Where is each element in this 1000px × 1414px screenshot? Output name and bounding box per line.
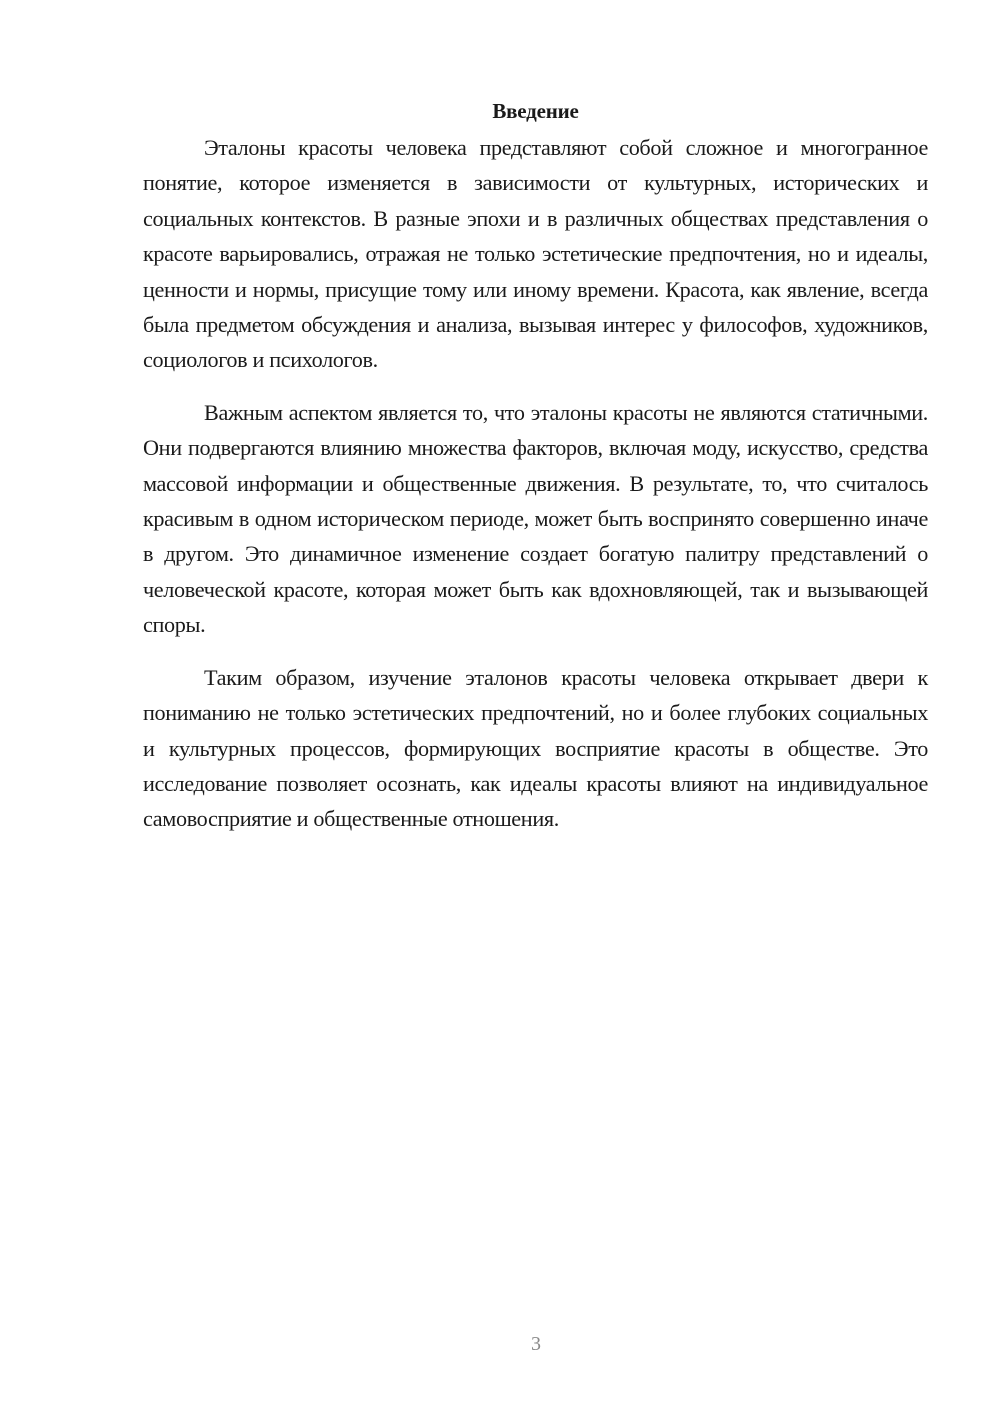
paragraph-2: Важным аспектом является то, что эталоны красоты не являются статичными. Они подвергаются влиянию множества факторов, включая моду, искусство, средства массовой информации и общественные движения. В результате, то, что считалось красивым в одном историческом периоде, может быть воспринято совершенно иначе в другом. Это динамичное изменение создает богатую палитру представлений о человеческой красоте, которая может быть как вдохновляющей, так и вызывающей споры. [143, 399, 928, 638]
paragraph-1: Эталоны красоты человека представляют собой сложное и многогранное понятие, которое изменяется в зависимости от культурных, исторических и социальных контекстов. В разные эпохи и в различных обществах представления о красоте варьировались, отражая не только эстетические предпочтения, но и идеалы, ценности и нормы, присущие тому или иному времени. Красота, как явление, всегда была предметом обсуждения и анализа, вызывая интерес у философов, художников, социологов и психологов. [143, 135, 928, 373]
section-title: Введение [492, 99, 579, 123]
paragraph-3: Таким образом, изучение эталонов красоты человека открывает двери к пониманию не только эстетических предпочтений, но и более глубоких социальных и культурных процессов, формирующих восприятие красоты в обществе. Это исследование позволяет осознать, как идеалы красоты влияют на индивидуальное самовосприятие и общественные отношения. [143, 664, 928, 832]
page-number: 3 [531, 1333, 541, 1355]
page-content [143, 96, 928, 837]
